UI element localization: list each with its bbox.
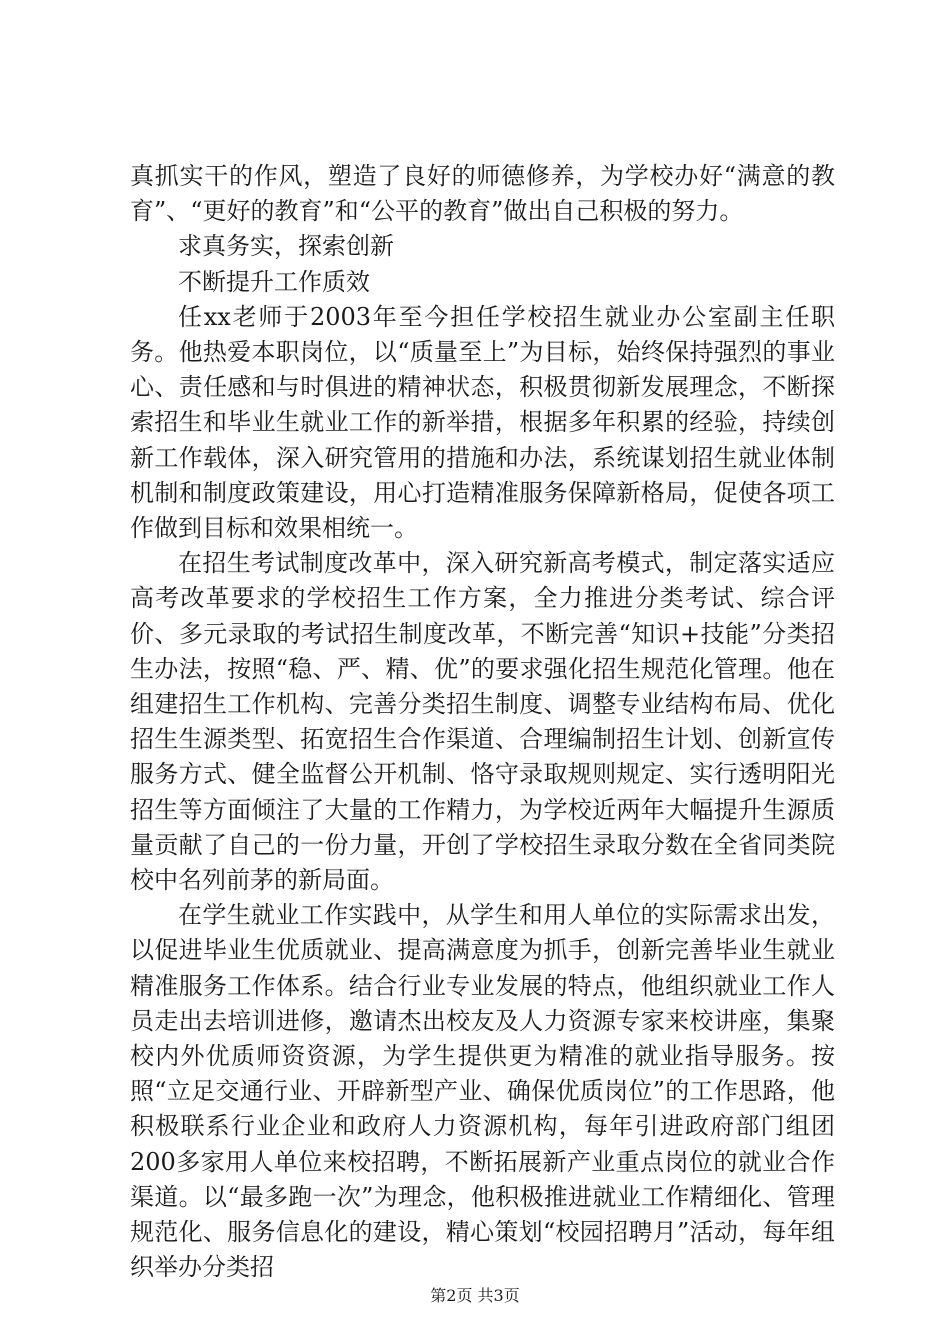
paragraph-3: 在招生考试制度改革中，深入研究新高考模式，制定落实适应高考改革要求的学校招生工作方案，全力推进分类考试、综合评价、多元录取的考试招生制度改革，不断完善“知识+技能”分类招生办法，按照“稳、严、精、优”的要求强化招生规范化管理。他在组建招生工作机构、完善分类招生制度、调整专业结构布局、优化招生生源类型、拓宽招生合作渠道、合理编制招生计划、创新宣传服务方式、健全监督公开机制、恪守录取规则规定、实行透明阳光招生等方面倾注了大量的工作精力，为学校近两年大幅提升生源质量贡献了自己的一份力量，开创了学校招生录取分数在全省同类院校中名列前茅的新局面。 bbox=[130, 549, 835, 895]
document-body bbox=[130, 159, 835, 1286]
paragraph-4: 在学生就业工作实践中，从学生和用人单位的实际需求出发，以促进毕业生优质就业、提高满意度为抓手，创新完善毕业生就业精准服务工作体系。结合行业专业发展的特点，他组织就业工作人员走出去培训进修，邀请杰出校友及人力资源专家来校讲座，集聚校内外优质师资资源，为学生提供更为精准的就业指导服务。按照“立足交通行业、开辟新型产业、确保优质岗位”的工作思路，他积极联系行业企业和政府人力资源机构，每年引进政府部门组团200多家用人单位来校招聘，不断拓展新产业重点岗位的就业合作渠道。以“最多跑一次”为理念，他积极推进就业工作精细化、管理规范化、服务信息化的建设，精心策划“校园招聘月”活动，每年组织举办分类招 bbox=[130, 901, 835, 1282]
section-heading-line-1: 求真务实，探索创新 bbox=[178, 232, 394, 261]
page-footer: 第2页 共3页 bbox=[430, 1286, 520, 1305]
section-heading-line-2: 不断提升工作质效 bbox=[178, 267, 370, 296]
paragraph-2: 任xx老师于2003年至今担任学校招生就业办公室副主任职务。他热爱本职岗位，以“质量至上”为目标，始终保持强烈的事业心、责任感和与时俱进的精神状态，积极贯彻新发展理念，不断探索招生和毕业生就业工作的新举措，根据多年积累的经验，持续创新工作载体，深入研究管用的措施和办法，系统谋划招生就业体制机制和制度政策建设，用心打造精准服务保障新格局，促使各项工作做到目标和效果相统一。 bbox=[130, 302, 835, 543]
paragraph-1: 真抓实干的作风，塑造了良好的师德修养，为学校办好“满意的教育”、“更好的教育”和“公平的教育”做出自己积极的努力。 bbox=[130, 162, 835, 226]
